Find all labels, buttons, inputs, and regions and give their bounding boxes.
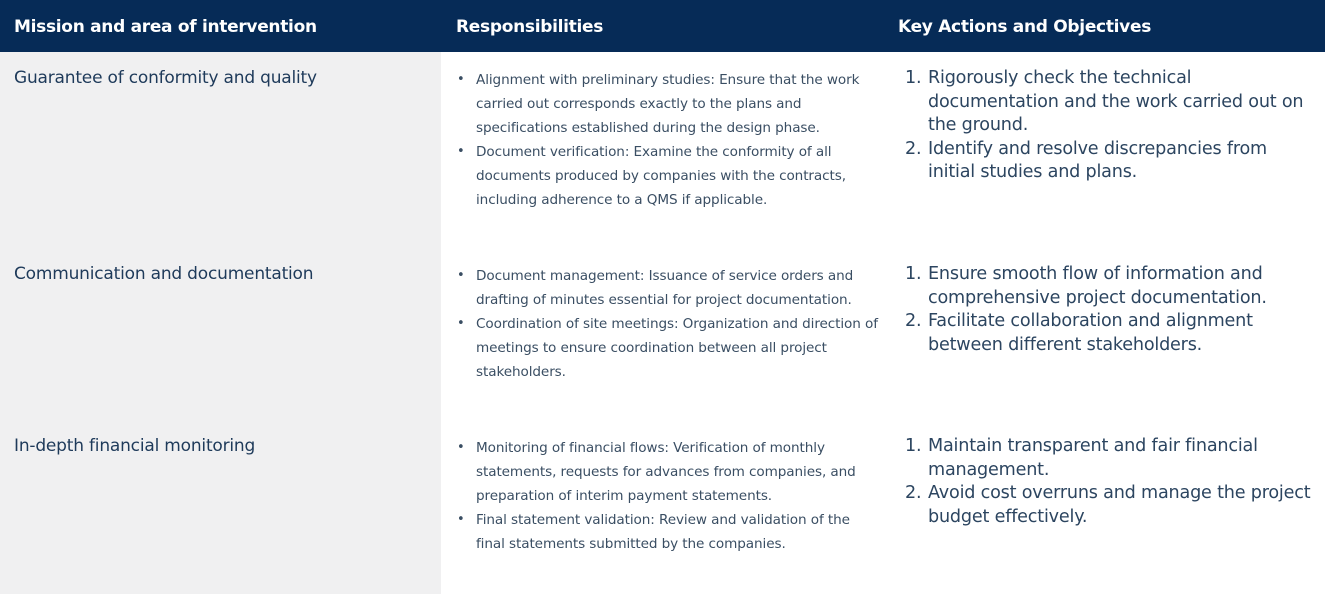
list-item	[454, 264, 879, 312]
row-3-responsibilities	[454, 436, 879, 556]
bullet-marker: •	[457, 72, 465, 87]
row-2-responsibilities	[454, 264, 879, 384]
mission-column-background	[0, 52, 441, 594]
header-key-actions: Key Actions and Objectives	[898, 17, 1152, 37]
action-text: Identify and resolve discrepancies from initial studies and plans.	[928, 138, 1267, 182]
responsibility-text: Coordination of site meetings: Organization and direction of meetings to ensure coordination between all project stakeholders.	[476, 316, 878, 380]
list-item	[454, 508, 879, 556]
row-1-actions	[905, 67, 1315, 185]
row-2-actions	[905, 263, 1315, 357]
list-item	[905, 482, 1315, 529]
number-marker: 1.	[905, 436, 922, 456]
list-item	[454, 436, 879, 508]
responsibility-text: Alignment with preliminary studies: Ensure that the work carried out corresponds exactly to the plans and specifications established during the design phase.	[476, 72, 860, 136]
row-1-responsibilities	[454, 68, 879, 212]
responsibility-text: Monitoring of financial flows: Verification of monthly statements, requests for advances from companies, and preparation of interim payment statements.	[476, 440, 856, 504]
responsibility-text: Final statement validation: Review and validation of the final statements submitted by the companies.	[476, 512, 850, 552]
action-text: Avoid cost overruns and manage the project budget effectively.	[928, 483, 1311, 527]
list-item	[454, 140, 879, 212]
list-item	[905, 263, 1315, 310]
list-item	[905, 310, 1315, 357]
action-text: Maintain transparent and fair financial management.	[928, 436, 1258, 480]
row-3-mission: In-depth financial monitoring	[14, 436, 256, 456]
list-item	[905, 435, 1315, 482]
bullet-marker: •	[457, 512, 465, 527]
number-marker: 1.	[905, 68, 922, 88]
action-text: Facilitate collaboration and alignment between different stakeholders.	[928, 311, 1253, 355]
number-marker: 2.	[905, 311, 922, 331]
responsibility-text: Document management: Issuance of service orders and drafting of minutes essential for project documentation.	[476, 268, 854, 308]
list-item	[454, 312, 879, 384]
bullet-marker: •	[457, 440, 465, 455]
bullet-marker: •	[457, 268, 465, 283]
header-mission: Mission and area of intervention	[14, 17, 317, 37]
action-text: Rigorously check the technical documentation and the work carried out on the ground.	[928, 68, 1304, 135]
number-marker: 2.	[905, 483, 922, 503]
list-item	[454, 68, 879, 140]
list-item	[905, 138, 1315, 185]
bullet-marker: •	[457, 144, 465, 159]
row-2-mission: Communication and documentation	[14, 264, 314, 284]
responsibility-text: Document verification: Examine the conformity of all documents produced by companies with the contracts, including adherence to a QMS if applicable.	[476, 144, 846, 208]
action-text: Ensure smooth flow of information and comprehensive project documentation.	[928, 264, 1267, 308]
list-item	[905, 67, 1315, 138]
row-3-actions	[905, 435, 1315, 529]
bullet-marker: •	[457, 316, 465, 331]
row-1-mission: Guarantee of conformity and quality	[14, 68, 317, 88]
number-marker: 1.	[905, 264, 922, 284]
header-responsibilities: Responsibilities	[456, 17, 604, 37]
number-marker: 2.	[905, 138, 922, 159]
table-header	[0, 0, 1325, 52]
